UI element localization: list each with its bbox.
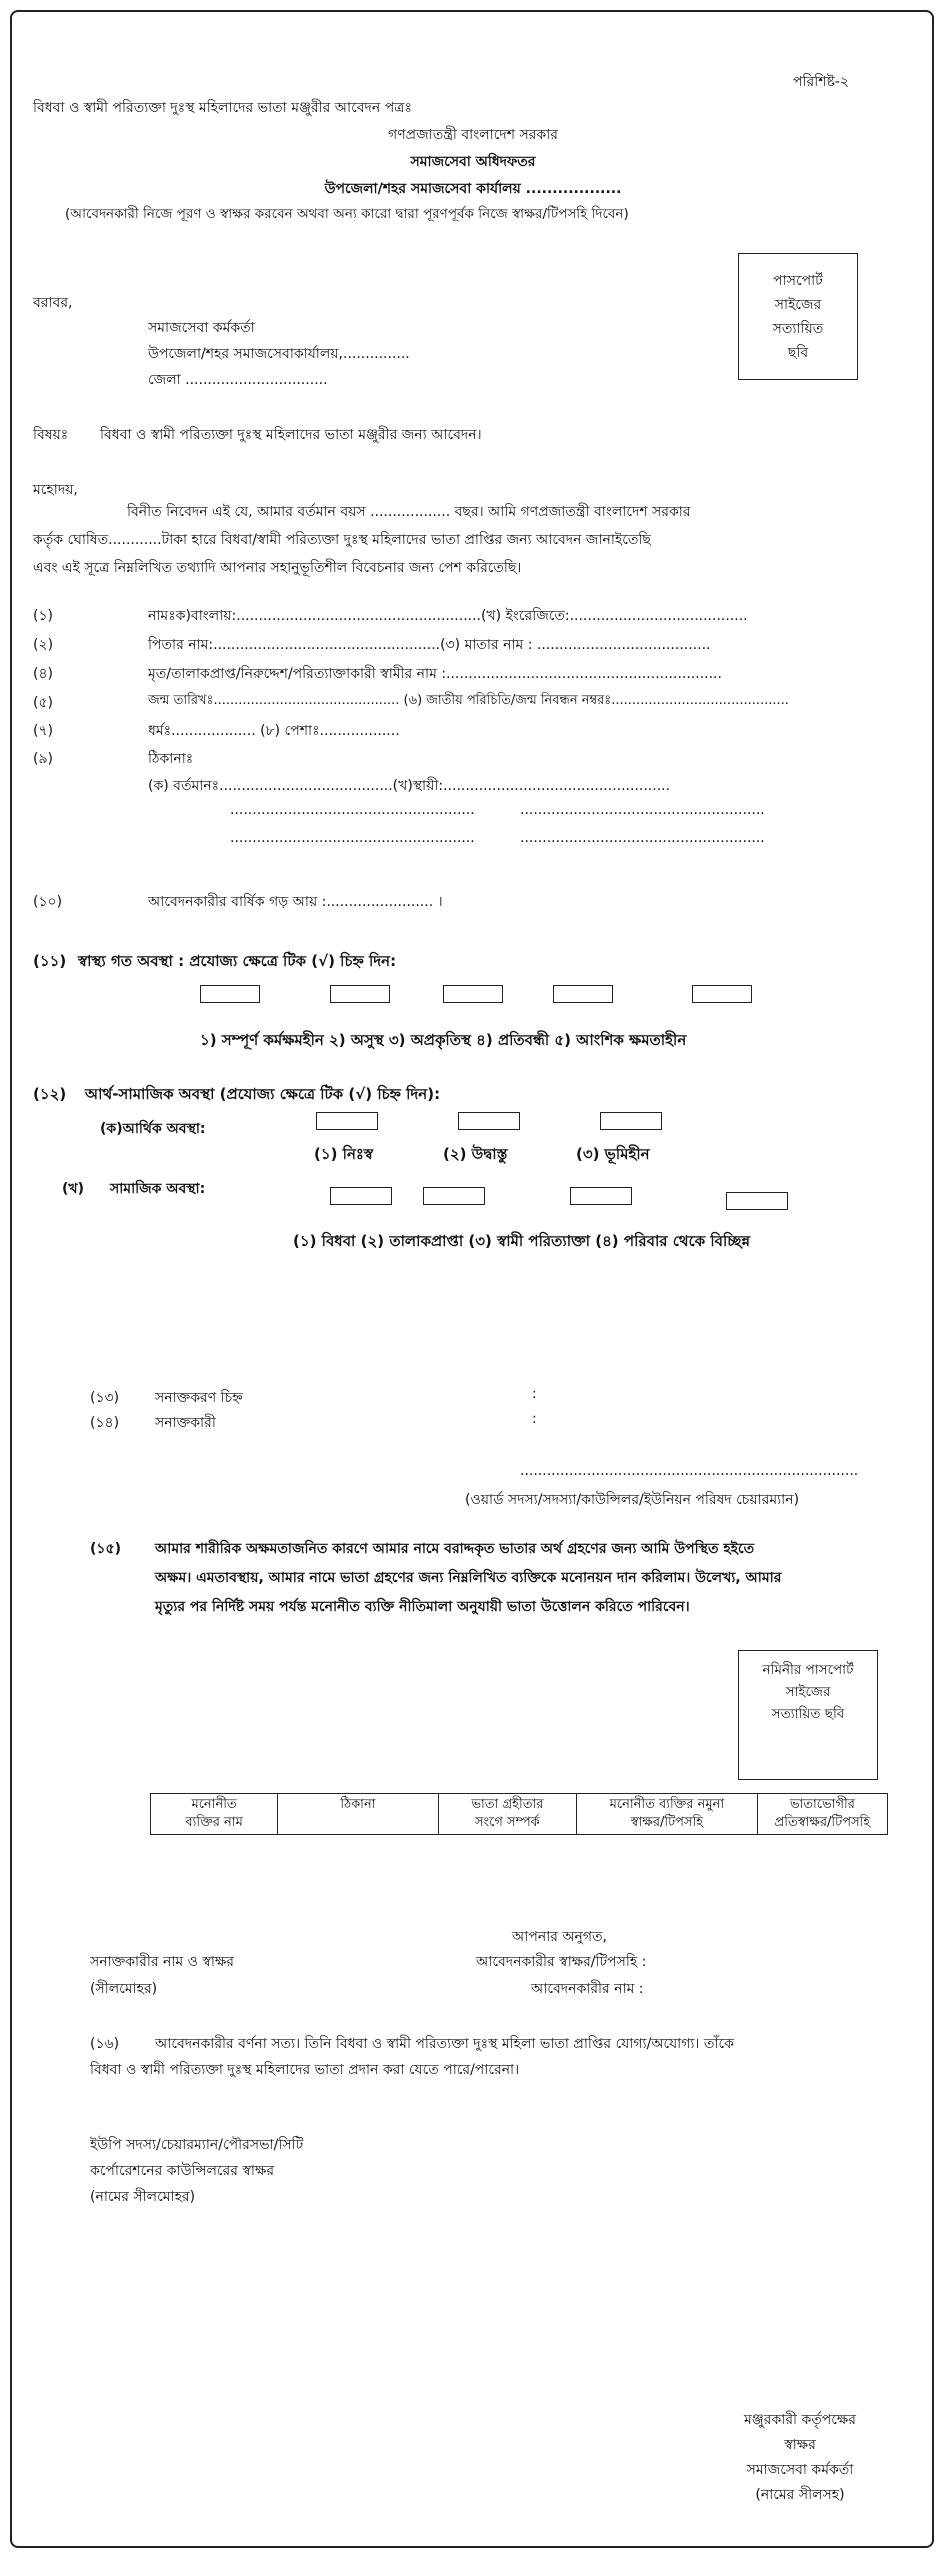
health-num: (১১)	[33, 952, 67, 970]
to-district: জেলা ................................	[148, 372, 328, 388]
ward-member-label: (ওয়ার্ড সদস্য/সদস্যা/কাউন্সিলর/ইউনিয়ন পরিষদ চেয়ারম্যান)	[465, 1492, 800, 1508]
appendix-label: পরিশিষ্ট-২	[793, 74, 850, 90]
field-husband-name: মৃত/তালাকপ্রাপ্ত/নিরুদ্দেশ/পরিত্যাক্তাকারী স্বামীর নাম :..............................................................	[148, 666, 722, 682]
address-line: .......................................................	[230, 830, 475, 846]
economic-label: (ক)আর্থিক অবস্থা:	[100, 1121, 206, 1137]
nominee-table-header-row	[151, 1794, 888, 1835]
address-line: .......................................................	[520, 830, 765, 846]
economic-checkbox-2[interactable]	[458, 1112, 520, 1130]
economic-option-3: (৩) ভূমিহীন	[576, 1145, 650, 1163]
identifier-signature: সনাক্তকারীর নাম ও স্বাক্ষর	[90, 1954, 234, 1970]
nominee-table	[150, 1793, 888, 1835]
social-num: (খ)	[62, 1181, 84, 1197]
councillor-line-3: (নামের সীলমোহর)	[90, 2189, 196, 2205]
colon: :	[532, 1411, 537, 1427]
subject-label: বিষয়ঃ	[33, 427, 69, 443]
social-checkbox-3[interactable]	[570, 1187, 632, 1205]
field-income: আবেদনকারীর বার্ষিক গড় আয় :........................ ।	[148, 894, 443, 910]
intro-line-3: এবং এই সূত্রে নিম্নলিখিত তথ্যাদি আপনার সহানুভূতিশীল বিবেচনার জন্য পেশ করিতেছি।	[33, 560, 522, 576]
to-officer: সমাজসেবা কর্মকর্তা	[148, 320, 255, 336]
health-checkbox-1[interactable]	[200, 985, 260, 1003]
intro-line-1: বিনীত নিবেদন এই যে, আমার বর্তমান বয়স .................. বছর। আমি গণপ্রজাতন্ত্রী বাংলাদেশ সরকার	[127, 504, 691, 520]
health-checkbox-5[interactable]	[692, 985, 752, 1003]
address-line: .......................................................	[520, 802, 765, 818]
social-label: সামাজিক অবস্থা:	[110, 1181, 206, 1197]
instruction: (আবেদনকারী নিজে পূরণ ও স্বাক্ষর করবেন অথবা অন্য কারো দ্বারা পূরণপূর্বক নিজে স্বাক্ষর/টিপসহি দিবেন)	[65, 206, 629, 222]
health-checkbox-4[interactable]	[553, 985, 613, 1003]
field-14-num: (১৪)	[90, 1415, 120, 1431]
field-religion-profession: ধর্মঃ................... (৮) পেশাঃ..................	[148, 723, 400, 739]
approver-line-3: সমাজসেবা কর্মকর্তা	[746, 2462, 854, 2478]
economic-option-1: (১) নিঃস্ব	[314, 1145, 374, 1163]
verify-text-2: বিধবা ও স্বামী পরিত্যক্তা দুঃস্থ মহিলাদের ভাতা প্রদান করা যেতে পারে/পারেনা।	[90, 2062, 520, 2078]
socio-num: (১২)	[33, 1085, 67, 1103]
health-options: ১) সম্পূর্ণ কর্মক্ষমহীন ২) অসুস্থ ৩) অপ্রকৃতিস্থ ৪) প্রতিবন্ধী ৫) আংশিক ক্ষমতাহীন	[200, 1031, 687, 1049]
nominee-col-relation: ভাতা গ্রহীতার সংগে সম্পর্ক	[438, 1794, 576, 1835]
field-16-num: (১৬)	[90, 2036, 120, 2052]
seal-label: (সীলমোহর)	[90, 1981, 158, 1997]
social-checkbox-2[interactable]	[423, 1187, 485, 1205]
field-address-label: ঠিকানাঃ	[148, 751, 194, 767]
field-9-num: (৯)	[33, 751, 54, 767]
councillor-line-1: ইউপি সদস্য/চেয়ারম্যান/পৌরসভা/সিটি	[90, 2137, 304, 2153]
identifier: সনাক্তকারী	[155, 1415, 216, 1431]
govt-name: গণপ্রজাতন্ত্রী বাংলাদেশ সরকার	[388, 127, 558, 143]
councillor-line-2: কর্পোরেশনের কাউন্সিলরের স্বাক্ষর	[90, 2163, 275, 2179]
field-4-num: (৪)	[33, 666, 54, 682]
nominee-photo-box: নমিনীর পাসপোর্ট সাইজের সত্যায়িত ছবি	[738, 1650, 878, 1780]
field-father-mother: পিতার নাম:...................................................(৩) মাতার নাম : .......................................	[148, 637, 711, 653]
social-checkbox-1[interactable]	[330, 1187, 392, 1205]
to-label: বরাবর,	[33, 295, 73, 311]
field-7-num: (৭)	[33, 723, 54, 739]
field-address-present-permanent: (ক) বর্তমানঃ.......................................(খ)স্থায়ী:...................................................	[148, 778, 671, 794]
field-10-num: (১০)	[33, 894, 63, 910]
applicant-signature: আবেদনকারীর স্বাক্ষর/টিপসহি :	[476, 1954, 647, 1970]
colon: :	[532, 1386, 537, 1402]
approver-line-2: স্বাক্ষর	[784, 2437, 816, 2453]
nominee-text-2: অক্ষম। এমতাবস্থায়, আমার নামে ভাতা গ্রহণের জন্য নিম্নলিখিত ব্যক্তিকে মনোনয়ন দান করিলাম। উলেখ্য, আমার	[155, 1570, 782, 1586]
health-checkbox-3[interactable]	[443, 985, 503, 1003]
field-15-num: (১৫)	[90, 1541, 121, 1557]
field-birth-nid: জন্ম তারিখঃ............................................. (৬) জাতীয় পরিচিতি/জন্ম নিবন্ধন নম্বরঃ...........................................	[148, 693, 789, 708]
field-13-num: (১৩)	[90, 1390, 120, 1406]
salutation: মহোদয়,	[33, 482, 78, 498]
approver-line-4: (নামের সীলসহ)	[755, 2487, 845, 2503]
to-office: উপজেলা/শহর সমাজসেবাকার্যালয়,...............	[148, 346, 410, 362]
address-line: .......................................................	[230, 802, 475, 818]
yours-faithfully: আপনার অনুগত,	[512, 1929, 608, 1945]
verify-text-1: আবেদনকারীর বর্ণনা সত্য। তিনি বিধবা ও স্বামী পরিত্যক্তা দুঃস্থ মহিলা ভাতা প্রাপ্তির যোগ্য/অযোগ্য। তাঁকে	[155, 2036, 734, 2052]
health-title: স্বাস্থ্য গত অবস্থা : প্রযোজ্য ক্ষেত্রে টিক (√) চিহ্ন দিন:	[78, 952, 397, 970]
nominee-text-1: আমার শারীরিক অক্ষমতাজনিত কারণে আমার নামে বরাদ্দকৃত ভাতার অর্থ গ্রহণের জন্য আমি উপস্থিত হইতে	[155, 1541, 755, 1557]
field-2-num: (২)	[33, 637, 54, 653]
dept-name: সমাজসেবা অধিদফতর	[410, 154, 536, 170]
socio-title: আর্থ-সামাজিক অবস্থা (প্রযোজ্য ক্ষেত্রে টিক (√) চিহ্ন দিন):	[85, 1085, 441, 1103]
identification-mark: সনাক্তকরণ চিহ্ন	[155, 1390, 243, 1406]
field-5-num: (৫)	[33, 695, 54, 711]
economic-option-2: (২) উদ্বাস্তু	[443, 1145, 508, 1163]
subject-text: বিধবা ও স্বামী পরিত্যক্তা দুঃস্থ মহিলাদের ভাতা মঞ্জুরীর জন্য আবেদন।	[100, 427, 482, 443]
nominee-col-name: মনোনীত ব্যক্তির নাম	[151, 1794, 278, 1835]
field-1-num: (১)	[33, 608, 54, 624]
health-checkbox-2[interactable]	[330, 985, 390, 1003]
approver-line-1: মঞ্জুরকারী কর্তৃপক্ষের	[744, 2412, 856, 2428]
social-checkbox-4[interactable]	[726, 1192, 788, 1210]
signature-line: ............................................................................	[520, 1463, 859, 1479]
economic-checkbox-1[interactable]	[316, 1112, 378, 1130]
nominee-col-signature: মনোনীত ব্যক্তির নমুনা স্বাক্ষর/টিপসহি	[577, 1794, 758, 1835]
field-name: নামঃক)বাংলায়:.......................................................(খ) ইংরেজিতে:........................................	[148, 608, 748, 624]
applicant-name: আবেদনকারীর নাম :	[531, 1981, 644, 1997]
form-title: বিধবা ও স্বামী পরিত্যক্তা দুঃস্থ মহিলাদের ভাতা মঞ্জুরীর আবেদন পত্রঃ	[33, 100, 412, 116]
passport-photo-box: পাসপোর্ট সাইজের সত্যায়িত ছবি	[738, 253, 858, 380]
office-name: উপজেলা/শহর সমাজসেবা কার্যালয় ..................	[324, 181, 622, 197]
nominee-col-address: ঠিকানা	[278, 1794, 439, 1835]
social-options: (১) বিধবা (২) তালাকপ্রাপ্তা (৩) স্বামী পরিত্যাক্তা (৪) পরিবার থেকে বিচ্ছিন্ন	[293, 1232, 751, 1250]
nominee-text-3: মৃত্যুর পর নির্দিষ্ট সময় পর্যন্ত মনোনীত ব্যক্তি নীতিমালা অনুযায়ী ভাতা উত্তোলন করিতে পারিবেন।	[155, 1599, 690, 1615]
nominee-col-countersign: ভাতাভোগীর প্রতিস্বাক্ষর/টিপসহি	[757, 1794, 887, 1835]
intro-line-2: কর্তৃক ঘোষিত............টাকা হারে বিধবা/স্বামী পরিত্যক্তা দুঃস্থ মহিলাদের ভাতা প্রাপ্তির জন্য আবেদন জানাইতেছি	[33, 532, 651, 548]
economic-checkbox-3[interactable]	[600, 1112, 662, 1130]
